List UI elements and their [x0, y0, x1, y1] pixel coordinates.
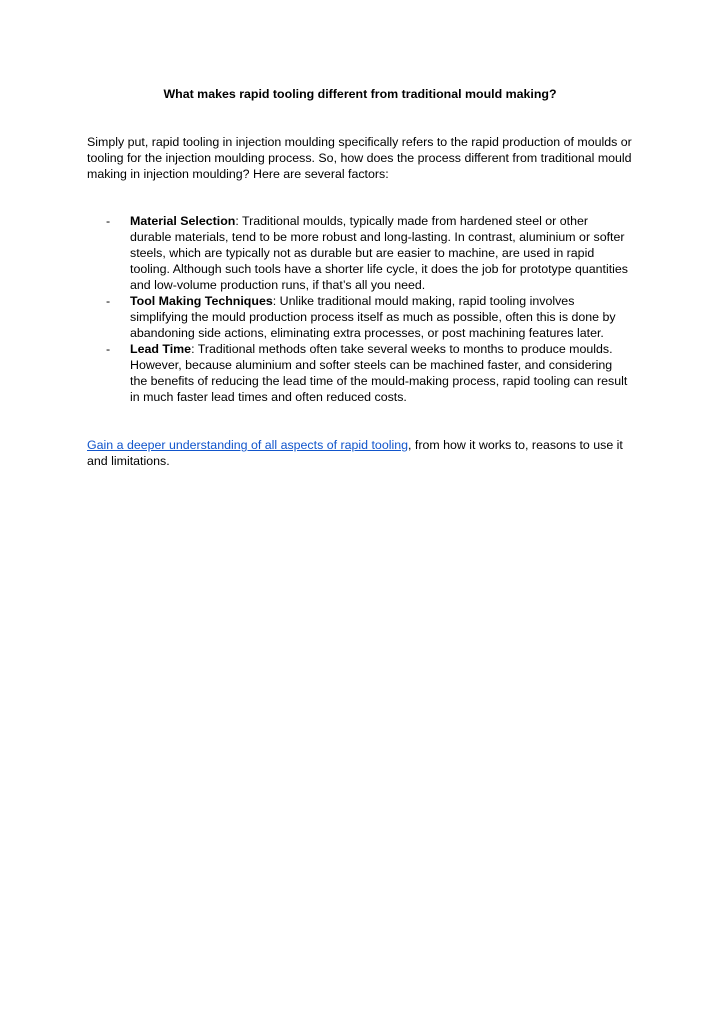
factor-text-lead-time: : Traditional methods often take several weeks to months to produce moulds. However, because aluminium and softer steels can be machined faster, and considering the benefits of reducing the lead time of the mould-making process, rapid tooling can result in much faster lead times and often reduced costs.	[130, 342, 628, 404]
closing-paragraph	[87, 437, 632, 469]
closing-text: , from how it works to, reasons to use it and limitations.	[87, 438, 623, 468]
list-item-body	[130, 293, 632, 341]
factor-term-lead-time: Lead Time	[130, 342, 192, 356]
list-item-tool-making-techniques	[87, 293, 632, 341]
factor-term-tool-making-techniques: Tool Making Techniques	[130, 294, 273, 308]
list-item-lead-time	[87, 341, 632, 405]
factor-text-tool-making-techniques: : Unlike traditional mould making, rapid tooling involves simplifying the mould production process itself as much as possible, often this is done by abandoning side actions, eliminating extra processes, or post machining features later.	[130, 294, 616, 340]
list-bullet: -	[106, 294, 111, 308]
list-bullet: -	[106, 214, 111, 228]
list-item-material-selection	[87, 213, 632, 293]
intro-paragraph: Simply put, rapid tooling in injection moulding specifically refers to the rapid production of moulds or tooling for the injection moulding process. So, how does the process different from traditional mould making in injection moulding? Here are several factors:	[87, 135, 632, 181]
list-item-body	[130, 213, 632, 293]
document-title: What makes rapid tooling different from traditional mould making?	[163, 87, 557, 101]
rapid-tooling-link[interactable]: Gain a deeper understanding of all aspects of rapid tooling	[87, 438, 408, 452]
factor-text-material-selection: : Traditional moulds, typically made from hardened steel or other durable materials, tend to be more robust and long-lasting. In contrast, aluminium or softer steels, which are typically not as durable but are easier to machine, are used in rapid tooling. Although such tools have a shorter life cycle, it does the job for prototype quantities and low-volume production runs, if that’s all you need.	[130, 214, 628, 292]
list-item-body	[130, 341, 632, 405]
factors-list	[87, 213, 632, 405]
factor-term-material-selection: Material Selection	[130, 214, 236, 228]
list-bullet: -	[106, 342, 111, 356]
